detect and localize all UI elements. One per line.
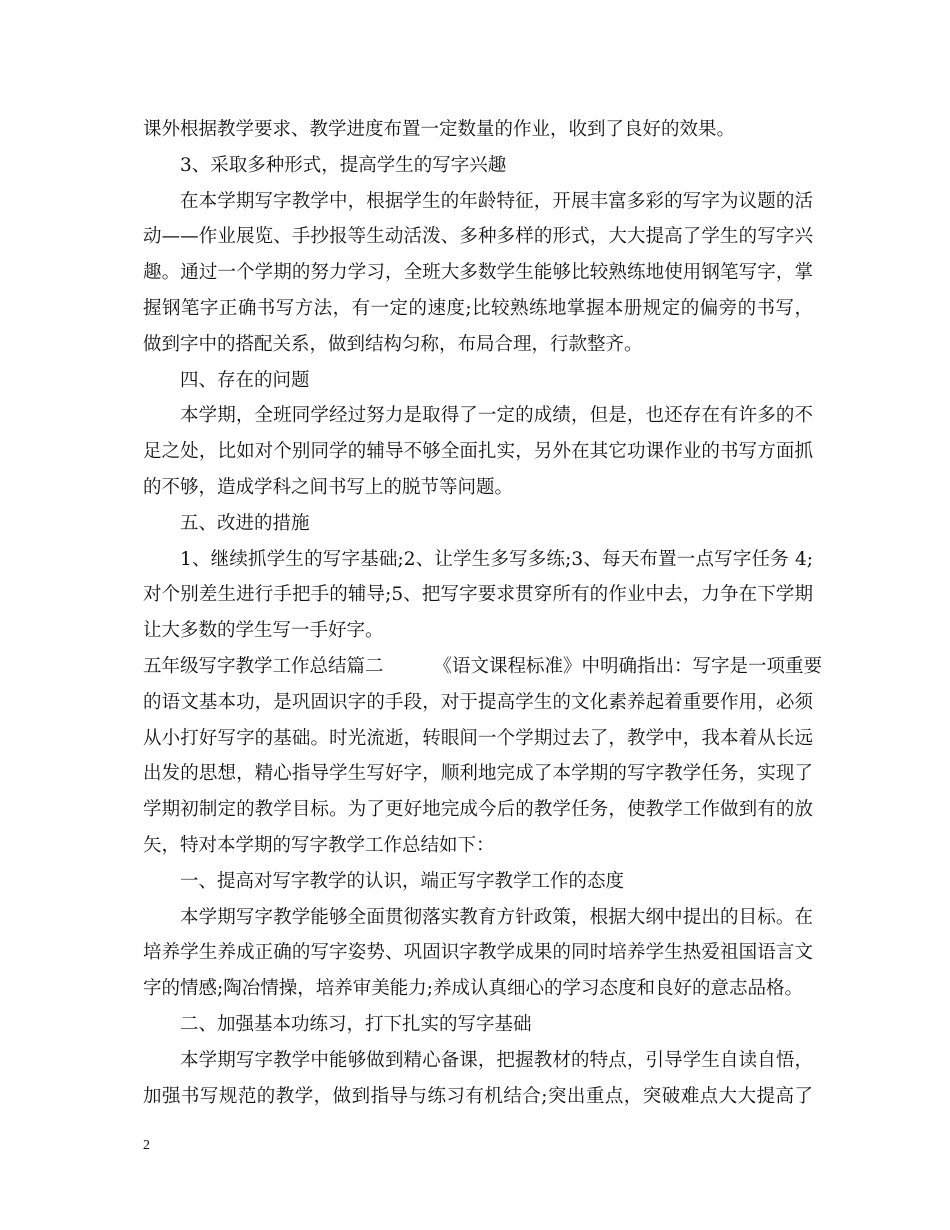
text-line: 本学期，全班同学经过努力是取得了一定的成绩，但是，也还存在有许多的不: [180, 405, 813, 427]
text-line: 动——作业展览、手抄报等生动活泼、多种多样的形式，大大提高了学生的写字兴: [143, 226, 813, 248]
text-line: 课外根据教学要求、教学进度布置一定数量的作业，收到了良好的效果。: [143, 119, 736, 140]
text-line: 加强书写规范的教学，做到指导与练习有机结合;突出重点，突破难点大大提高了: [143, 1085, 813, 1107]
text-line: 在本学期写字教学中，根据学生的年龄特征，开展丰富多彩的写字为议题的活: [180, 190, 813, 212]
section-heading: 四、存在的问题: [180, 369, 310, 391]
text-line: 出发的思想，精心指导学生写好字，顺利地完成了本学期的写字教学任务，实现了: [143, 763, 813, 785]
text-line: 做到字中的搭配关系，做到结构匀称，布局合理，行款整齐。: [143, 333, 643, 355]
text-line: 1、继续抓学生的写字基础;2、让学生多写多练;3、每天布置一点写字任务 4;: [180, 548, 813, 570]
text-line: 足之处，比如对个别同学的辅导不够全面扎实，另外在其它功课作业的书写方面抓: [143, 441, 813, 463]
text-line: 矢，特对本学期的写字教学工作总结如下：: [143, 834, 495, 856]
text-line: 培养学生养成正确的写字姿势、巩固识字教学成果的同时培养学生热爱祖国语言文: [143, 942, 813, 964]
text-line-segment: 《语文课程标准》中明确指出：写字是一项重要: [433, 655, 823, 677]
text-line: 从小打好写字的基础。时光流逝，转眼间一个学期过去了，教学中，我本着从长远: [143, 727, 813, 749]
text-line: 本学期写字教学能够全面贯彻落实教育方针政策，根据大纲中提出的目标。在: [180, 906, 813, 928]
text-line: [143, 649, 823, 685]
text-line: 趣。通过一个学期的努力学习，全班大多数学生能够比较熟练地使用钢笔写字，掌: [143, 262, 813, 284]
section-heading: 一、提高对写字教学的认识，端正写字教学工作的态度: [180, 870, 625, 892]
page-number: 2: [143, 1138, 150, 1153]
article-title: 五年级写字教学工作总结篇二: [143, 655, 384, 677]
text-line: 字的情感;陶冶情操，培养审美能力;养成认真细心的学习态度和良好的意志品格。: [143, 978, 803, 1000]
text-line: 对个别差生进行手把手的辅导;5、把写字要求贯穿所有的作业中去，力争在下学期: [143, 584, 813, 606]
text-line: 的语文基本功，是巩固识字的手段，对于提高学生的文化素养起着重要作用，必须: [143, 691, 813, 713]
text-line: 让大多数的学生写一手好字。: [143, 620, 384, 642]
section-heading: 二、加强基本功练习，打下扎实的写字基础: [180, 1013, 532, 1035]
text-line: 握钢笔字正确书写方法，有一定的速度;比较熟练地掌握本册规定的偏旁的书写，: [143, 297, 813, 319]
text-line: 的不够，造成学科之间书写上的脱节等问题。: [143, 476, 514, 498]
text-line: 学期初制定的教学目标。为了更好地完成今后的教学任务，使教学工作做到有的放: [143, 799, 813, 821]
text-line: 本学期写字教学中能够做到精心备课，把握教材的特点，引导学生自读自悟，: [180, 1049, 813, 1071]
document-page: [143, 112, 823, 1114]
section-heading: 3、采取多种形式，提高学生的写字兴趣: [180, 154, 507, 176]
section-heading: 五、改进的措施: [180, 512, 310, 534]
